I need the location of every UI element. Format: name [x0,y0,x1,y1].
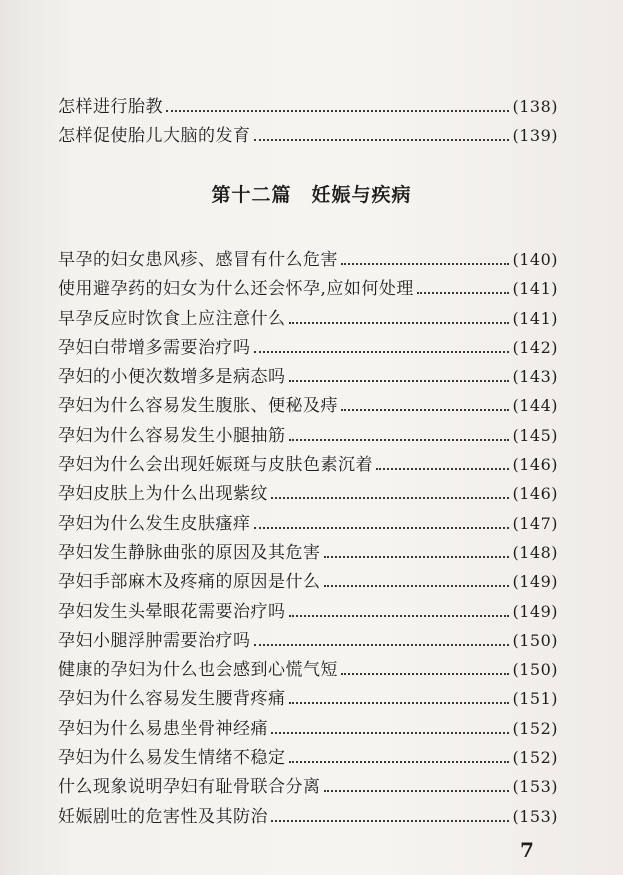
dot-leader [417,292,510,294]
toc-entry-page: (151) [512,689,558,709]
toc-entry-title: 孕妇为什么易发生情绪不稳定 [58,748,286,769]
dot-leader [324,585,510,587]
toc-entry-title: 使用避孕药的妇女为什么还会怀孕,应如何处理 [58,279,414,300]
toc-entry-page: (149) [512,572,558,592]
toc-entry-page: (139) [512,126,558,145]
toc-entry [58,597,558,626]
dot-leader [324,790,510,792]
toc-entry-title: 早孕反应时饮食上应注意什么 [58,308,286,329]
toc-entry-title: 孕妇为什么容易发生腰背疼痛 [58,689,286,710]
toc-entry-title: 孕妇为什么容易发生腹胀、便秘及痔 [58,396,338,417]
toc-entry-page: (152) [512,748,558,768]
toc-entry-title: 孕妇的小便次数增多是病态吗 [58,367,286,388]
toc-entry [58,421,558,450]
toc-entry-page: (138) [512,97,558,116]
dot-leader [289,702,510,704]
toc-entry-page: (144) [512,396,558,416]
toc-entry [58,772,558,801]
toc-entry-page: (141) [512,279,558,299]
toc-entry-title: 孕妇手部麻木及疼痛的原因是什么 [58,572,321,593]
dot-leader [341,409,509,411]
dot-leader [289,615,510,617]
toc-entry-title: 健康的孕妇为什么也会感到心慌气短 [58,660,338,681]
toc-entry [58,92,558,121]
toc-entry-page: (150) [512,630,558,650]
dot-leader [341,673,509,675]
toc-entry-title: 孕妇为什么发生皮肤瘙痒 [58,513,251,534]
dot-leader [254,351,510,353]
toc-entry [58,391,558,420]
toc-entry-page: (153) [512,806,558,826]
toc-entry-page: (153) [512,777,558,797]
section-heading: 第十二篇 妊娠与疾病 [211,184,412,206]
toc-entry [58,567,558,596]
dot-leader [289,439,510,441]
toc-entry [58,450,558,479]
dot-leader [254,139,510,141]
toc-entry [58,121,558,150]
toc-entry-page: (145) [512,425,558,445]
toc-entry-page: (149) [512,601,558,621]
toc-entry [58,333,558,362]
toc-entry [58,362,558,391]
dot-leader [271,732,509,734]
toc-entry [58,479,558,508]
dot-leader [166,110,509,112]
dot-leader [324,556,510,558]
toc-entry-page: (148) [512,542,558,562]
toc-entry-page: (142) [512,337,558,357]
dot-leader [289,380,510,382]
toc-entry [58,245,558,274]
toc-entry-title: 怎样进行胎教 [58,97,163,117]
toc-entry-page: (150) [512,660,558,680]
toc-entry-title: 孕妇为什么会出现妊娠斑与皮肤色素沉着 [58,455,373,476]
toc-entry-title: 什么现象说明孕妇有耻骨联合分离 [58,777,321,798]
toc-entry-page: (146) [512,455,558,475]
dot-leader [254,527,510,529]
toc-section-entries [58,245,558,831]
toc-entry-title: 早孕的妇女患风疹、感冒有什么危害 [58,250,338,270]
dot-leader [271,497,509,499]
toc-entry [58,538,558,567]
toc-entry-title: 孕妇发生静脉曲张的原因及其危害 [58,542,321,563]
toc-entry-page: (152) [512,718,558,738]
toc-entry-title: 怎样促使胎儿大脑的发育 [58,126,251,146]
toc-entry [58,714,558,743]
dot-leader [254,644,510,646]
toc-entry-title: 孕妇皮肤上为什么出现紫纹 [58,484,268,505]
dot-leader [289,761,510,763]
toc-entry [58,743,558,772]
toc-entry-page: (143) [512,367,558,387]
toc-entry [58,509,558,538]
dot-leader [271,820,509,822]
toc-entry-page: (141) [512,308,558,328]
toc-entry-page: (140) [512,250,558,269]
toc-entry [58,802,558,831]
toc-entry [58,684,558,713]
toc-entry-page: (146) [512,484,558,504]
toc-entry [58,274,558,303]
toc-entry-title: 孕妇为什么易患坐骨神经痛 [58,718,268,739]
toc-entry-title: 孕妇白带增多需要治疗吗 [58,337,251,358]
toc-entry-title: 孕妇为什么容易发生小腿抽筋 [58,425,286,446]
dot-leader [289,322,510,324]
toc-entry [58,655,558,684]
toc-previous-section [58,92,558,150]
dot-leader [341,263,509,265]
toc-entry [58,304,558,333]
toc-entry-title: 孕妇发生头晕眼花需要治疗吗 [58,601,286,622]
toc-entry-page: (147) [512,513,558,533]
toc-entry-title: 妊娠剧吐的危害性及其防治 [58,806,268,827]
dot-leader [376,468,509,470]
toc-entry [58,626,558,655]
page-number: 7 [520,838,534,862]
toc-entry-title: 孕妇小腿浮肿需要治疗吗 [58,630,251,651]
